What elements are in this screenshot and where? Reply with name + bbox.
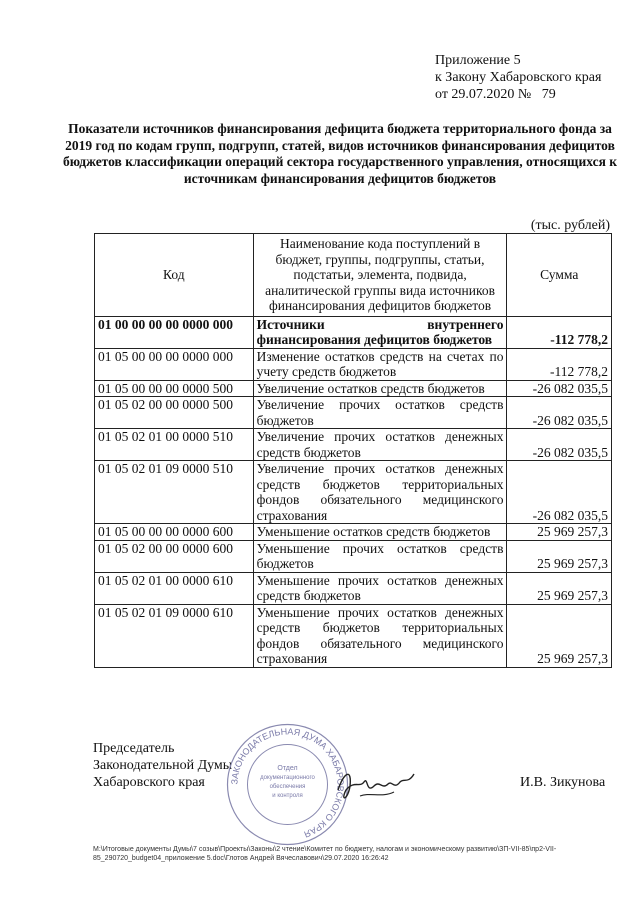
handwritten-signature [330, 760, 420, 810]
signer-position-1: Председатель [93, 741, 175, 756]
table-row [95, 572, 612, 604]
table-row [95, 540, 612, 572]
row-name: Уменьшение прочих остатков денежных средств бюджетов [253, 572, 507, 604]
document-title: Показатели источников финансирования дефицита бюджета территориального фонда за 2019 год по кодам групп, подгрупп, статей, видов источников финансирования дефицитов бюджетов классификации операций сектора государственного управления, относящихся к источникам финансирования дефицитов бюджетов [62, 121, 618, 186]
svg-text:и контроля: и контроля [272, 793, 303, 799]
table-row [95, 380, 612, 397]
row-sum: 25 969 257,3 [507, 540, 612, 572]
file-path-footer: М:\Итоговые документы Думы\7 созыв\Проекты\Законы\2 чтение\Комитет по бюджету, налогам и экономическому развитию\ЗП-VII-85\пр2-VII-85_290720_budget04_приложение 5.doc\Глотов Андрей Вячеславович\29.07.2020 16:26:42 [93, 846, 557, 862]
row-sum: -26 082 035,5 [507, 380, 612, 397]
appendix-number: Приложение 5 [435, 53, 521, 68]
row-code: 01 05 00 00 00 0000 000 [95, 348, 254, 380]
table-row [95, 316, 612, 348]
table-row [95, 604, 612, 667]
svg-text:ЗАКОНОДАТЕЛЬНАЯ ДУМА ХАБАРОВСК: ЗАКОНОДАТЕЛЬНАЯ ДУМА ХАБАРОВСКОГО КРАЯ [229, 726, 346, 840]
table-row [95, 461, 612, 524]
row-code: 01 00 00 00 00 0000 000 [95, 316, 254, 348]
row-name: Изменение остатков средств на счетах по учету средств бюджетов [253, 348, 507, 380]
header-sum: Сумма [507, 234, 612, 317]
row-code: 01 05 02 01 00 0000 610 [95, 572, 254, 604]
table-row [95, 348, 612, 380]
row-sum: 25 969 257,3 [507, 572, 612, 604]
appendix-law: к Закону Хабаровского края [435, 70, 602, 85]
svg-text:документационного: документационного [260, 775, 315, 781]
row-code: 01 05 02 01 00 0000 510 [95, 429, 254, 461]
row-name: Увеличение остатков средств бюджетов [253, 380, 507, 397]
header-code: Код [95, 234, 254, 317]
signer-name: И.В. Зикунова [520, 775, 606, 790]
table-row [95, 524, 612, 541]
row-code: 01 05 02 01 09 0000 510 [95, 461, 254, 524]
row-sum: -26 082 035,5 [507, 397, 612, 429]
row-sum: -26 082 035,5 [507, 461, 612, 524]
row-code: 01 05 02 00 00 0000 600 [95, 540, 254, 572]
svg-text:Отдел: Отдел [277, 765, 298, 772]
header-name: Наименование кода поступлений в бюджет, группы, подгруппы, статьи, подстатьи, элемента, подвида, аналитической группы вида источников финансирования дефицитов бюджетов [253, 234, 507, 317]
row-name: Увеличение прочих остатков средств бюджетов [253, 397, 507, 429]
row-sum: -112 778,2 [507, 316, 612, 348]
row-sum: 25 969 257,3 [507, 604, 612, 667]
sources-table [94, 233, 612, 668]
row-name: Увеличение прочих остатков денежных средств бюджетов [253, 429, 507, 461]
row-code: 01 05 00 00 00 0000 500 [95, 380, 254, 397]
row-name: Источники внутреннего финансирования дефицитов бюджетов [253, 316, 507, 348]
unit-label: (тыс. рублей) [530, 218, 610, 233]
row-code: 01 05 02 00 00 0000 500 [95, 397, 254, 429]
signature-block [93, 740, 232, 791]
row-sum: -26 082 035,5 [507, 429, 612, 461]
appendix-header [435, 52, 601, 103]
row-name: Уменьшение прочих остатков средств бюджетов [253, 540, 507, 572]
svg-text:обеспечения: обеспечения [269, 784, 306, 790]
table-row [95, 429, 612, 461]
row-name: Увеличение прочих остатков денежных средств бюджетов территориальных фондов обязательного медицинского страхования [253, 461, 507, 524]
signer-position-2: Законодательной Думы [93, 758, 233, 773]
row-name: Уменьшение остатков средств бюджетов [253, 524, 507, 541]
row-code: 01 05 02 01 09 0000 610 [95, 604, 254, 667]
row-sum: 25 969 257,3 [507, 524, 612, 541]
appendix-date: от 29.07.2020 № 79 [435, 87, 556, 102]
row-name: Уменьшение прочих остатков денежных средств бюджетов территориальных фондов обязательного медицинского страхования [253, 604, 507, 667]
row-code: 01 05 00 00 00 0000 600 [95, 524, 254, 541]
table-row [95, 397, 612, 429]
signer-position-3: Хабаровского края [93, 775, 205, 790]
row-sum: -112 778,2 [507, 348, 612, 380]
